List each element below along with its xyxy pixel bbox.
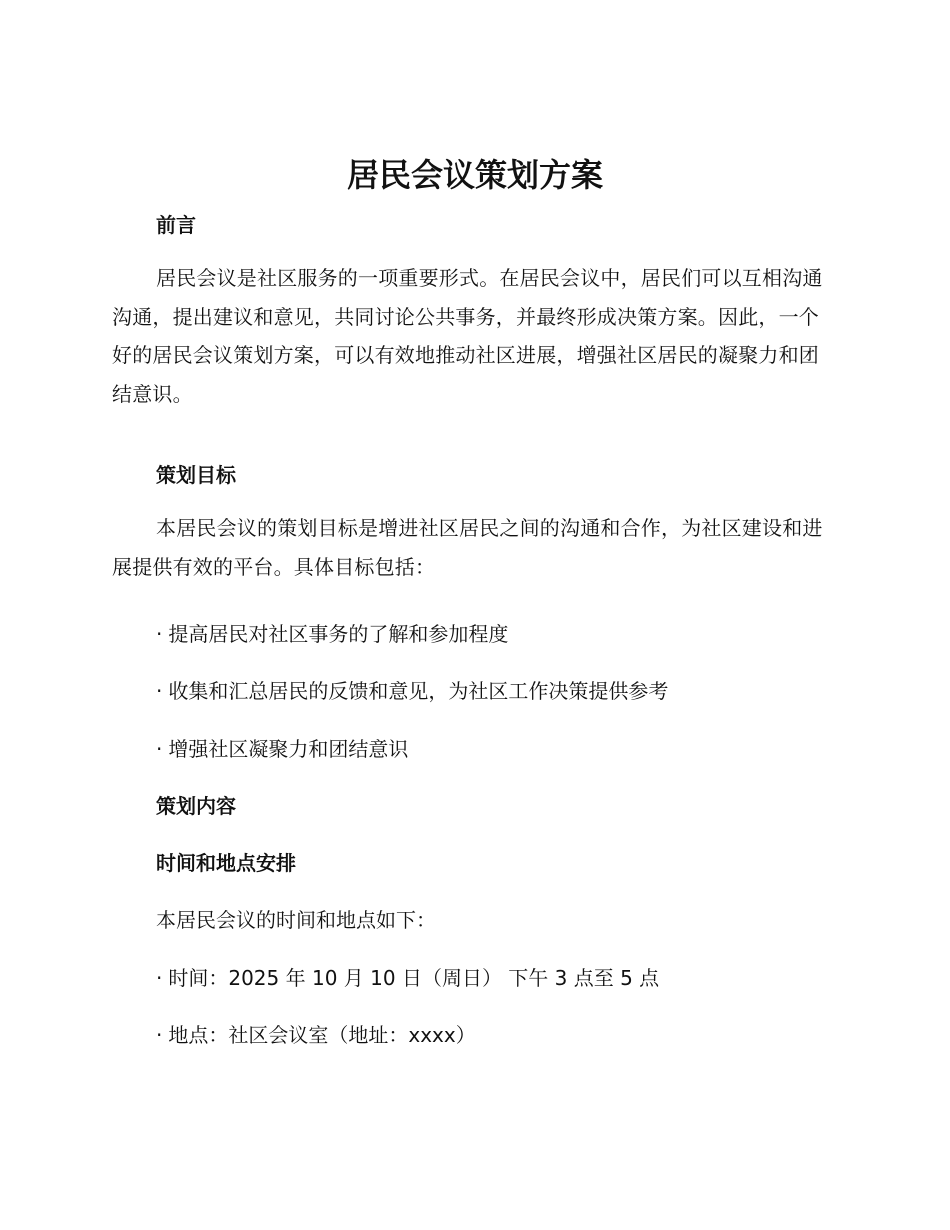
bullet-icon: · xyxy=(156,966,163,990)
schedule-bullet-text: 时间：2025 年 10 月 10 日（周日） 下午 3 点至 5 点 xyxy=(168,966,660,990)
bullet-icon: · xyxy=(156,622,163,646)
heading-content: 策划内容 xyxy=(156,794,236,818)
heading-preface: 前言 xyxy=(156,213,196,237)
bullet-icon: · xyxy=(156,737,163,761)
goal-bullet-text: 增强社区凝聚力和团结意识 xyxy=(168,737,409,761)
goal-bullet-item xyxy=(156,733,408,762)
schedule-bullet-text: 地点：社区会议室（地址：xxxx） xyxy=(168,1023,476,1047)
goal-bullet-item xyxy=(156,675,668,704)
goal-bullet-text: 收集和汇总居民的反馈和意见，为社区工作决策提供参考 xyxy=(168,679,669,703)
goals-paragraph: 本居民会议的策划目标是增进社区居民之间的沟通和合作，为社区建设和进展提供有效的平台。具体目标包括： xyxy=(112,516,823,579)
bullet-icon: · xyxy=(156,1023,163,1047)
subheading-time-place: 时间和地点安排 xyxy=(156,851,296,875)
time-place-intro: 本居民会议的时间和地点如下： xyxy=(156,908,436,932)
schedule-bullet-item xyxy=(156,962,659,991)
goal-bullet-item xyxy=(156,618,508,647)
schedule-bullet-item xyxy=(156,1019,476,1048)
bullet-icon: · xyxy=(156,679,163,703)
goal-bullet-text: 提高居民对社区事务的了解和参加程度 xyxy=(168,622,509,646)
document-title: 居民会议策划方案 xyxy=(346,156,603,194)
preface-paragraph: 居民会议是社区服务的一项重要形式。在居民会议中，居民们可以互相沟通沟通，提出建议和意见，共同讨论公共事务，并最终形成决策方案。因此，一个好的居民会议策划方案，可以有效地推动社区进展，增强社区居民的凝聚力和团结意识。 xyxy=(112,266,823,406)
heading-goals: 策划目标 xyxy=(156,463,236,487)
